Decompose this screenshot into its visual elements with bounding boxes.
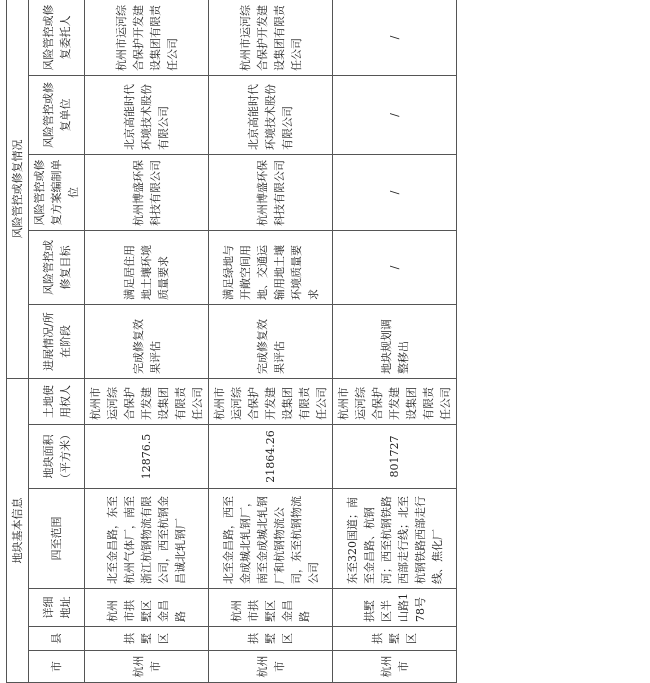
header-boundary: 四至范围 <box>29 489 85 589</box>
cell-remed-unit: 北京高能时代环境技术股份有限公司 <box>209 76 333 155</box>
cell-city: 杭州市 <box>209 651 333 683</box>
group-basic-info: 地块基本信息 <box>7 379 29 683</box>
cell-plan-unit: 杭州博盛环保科技有限公司 <box>209 155 333 231</box>
cell-target: 满足居住用地土壤环境质量要求 <box>85 231 209 305</box>
cell-progress: 地块规划调整移出 <box>333 305 457 379</box>
cell-progress: 完成修复效果评估 <box>209 305 333 379</box>
cell-area: 21864.26 <box>209 425 333 489</box>
cell-address: 杭州市拱墅区金昌路 <box>209 589 333 627</box>
header-city: 市 <box>29 651 85 683</box>
cell-rights-holder: 杭州市运河综合保护开发建设集团有限责任公司 <box>333 379 457 425</box>
cell-progress: 完成修复效果评估 <box>85 305 209 379</box>
cell-boundary: 东至320国道；南至金昌路、杭钢河；西至杭钢铁路西部走行线；北至杭钢铁路西部走行线、焦化厂 <box>333 489 457 589</box>
group-risk-control: 风险管控或修复情况 <box>7 0 29 379</box>
header-plan-unit: 风险管控或修复方案编制单位 <box>29 155 85 231</box>
cell-plan-unit: / <box>333 155 457 231</box>
cell-address: 杭州市拱墅区金昌路 <box>85 589 209 627</box>
table-row <box>209 0 333 683</box>
cell-rights-holder: 杭州市运河综合保护开发建设集团有限责任公司 <box>85 379 209 425</box>
rotated-sheet <box>6 0 452 683</box>
header-progress: 进展情况/所在阶段 <box>29 305 85 379</box>
cell-target: / <box>333 231 457 305</box>
cell-area: 801727 <box>333 425 457 489</box>
cell-boundary: 北至金昌路，东至杭州气体厂，南至浙江杭钢物流有限公司，西至杭钢金昌诚北轧钢厂 <box>85 489 209 589</box>
cell-plan-unit: 杭州博盛环保科技有限公司 <box>85 155 209 231</box>
cell-county: 拱墅区 <box>85 627 209 651</box>
header-remed-unit: 风险管控或修复单位 <box>29 76 85 155</box>
cell-rights-holder: 杭州市运河综合保护开发建设集团有限责任公司 <box>209 379 333 425</box>
cell-target: 满足绿地与开敞空间用地、交通运输用地土壤环境质量要求 <box>209 231 333 305</box>
cell-county: 拱墅区 <box>209 627 333 651</box>
cell-client: 杭州市运河综合保护开发建设集团有限责任公司 <box>209 0 333 76</box>
cell-county: 拱墅区 <box>333 627 457 651</box>
cell-city: 杭州市 <box>333 651 457 683</box>
cell-boundary: 北至金昌路，西至金成城北轧钢厂，南至金成城北轧钢厂和杭钢物流公司，东至杭钢物流公司 <box>209 489 333 589</box>
header-address: 详细地址 <box>29 589 85 627</box>
header-rights-holder: 土地使用权人 <box>29 379 85 425</box>
remediation-table <box>6 0 457 683</box>
cell-remed-unit: / <box>333 76 457 155</box>
cell-client: 杭州市运河综合保护开发建设集团有限责任公司 <box>85 0 209 76</box>
cell-remed-unit: 北京高能时代环境技术股份有限公司 <box>85 76 209 155</box>
cell-client: / <box>333 0 457 76</box>
cell-area: 12876.5 <box>85 425 209 489</box>
cell-city: 杭州市 <box>85 651 209 683</box>
table-row <box>85 0 209 683</box>
header-client: 风险管控或修复委托人 <box>29 0 85 76</box>
header-area: 地块面积（平方米） <box>29 425 85 489</box>
table-row <box>333 0 457 683</box>
header-target: 风险管控或修复目标 <box>29 231 85 305</box>
cell-address: 拱墅区半山路178号 <box>333 589 457 627</box>
header-county: 县 <box>29 627 85 651</box>
